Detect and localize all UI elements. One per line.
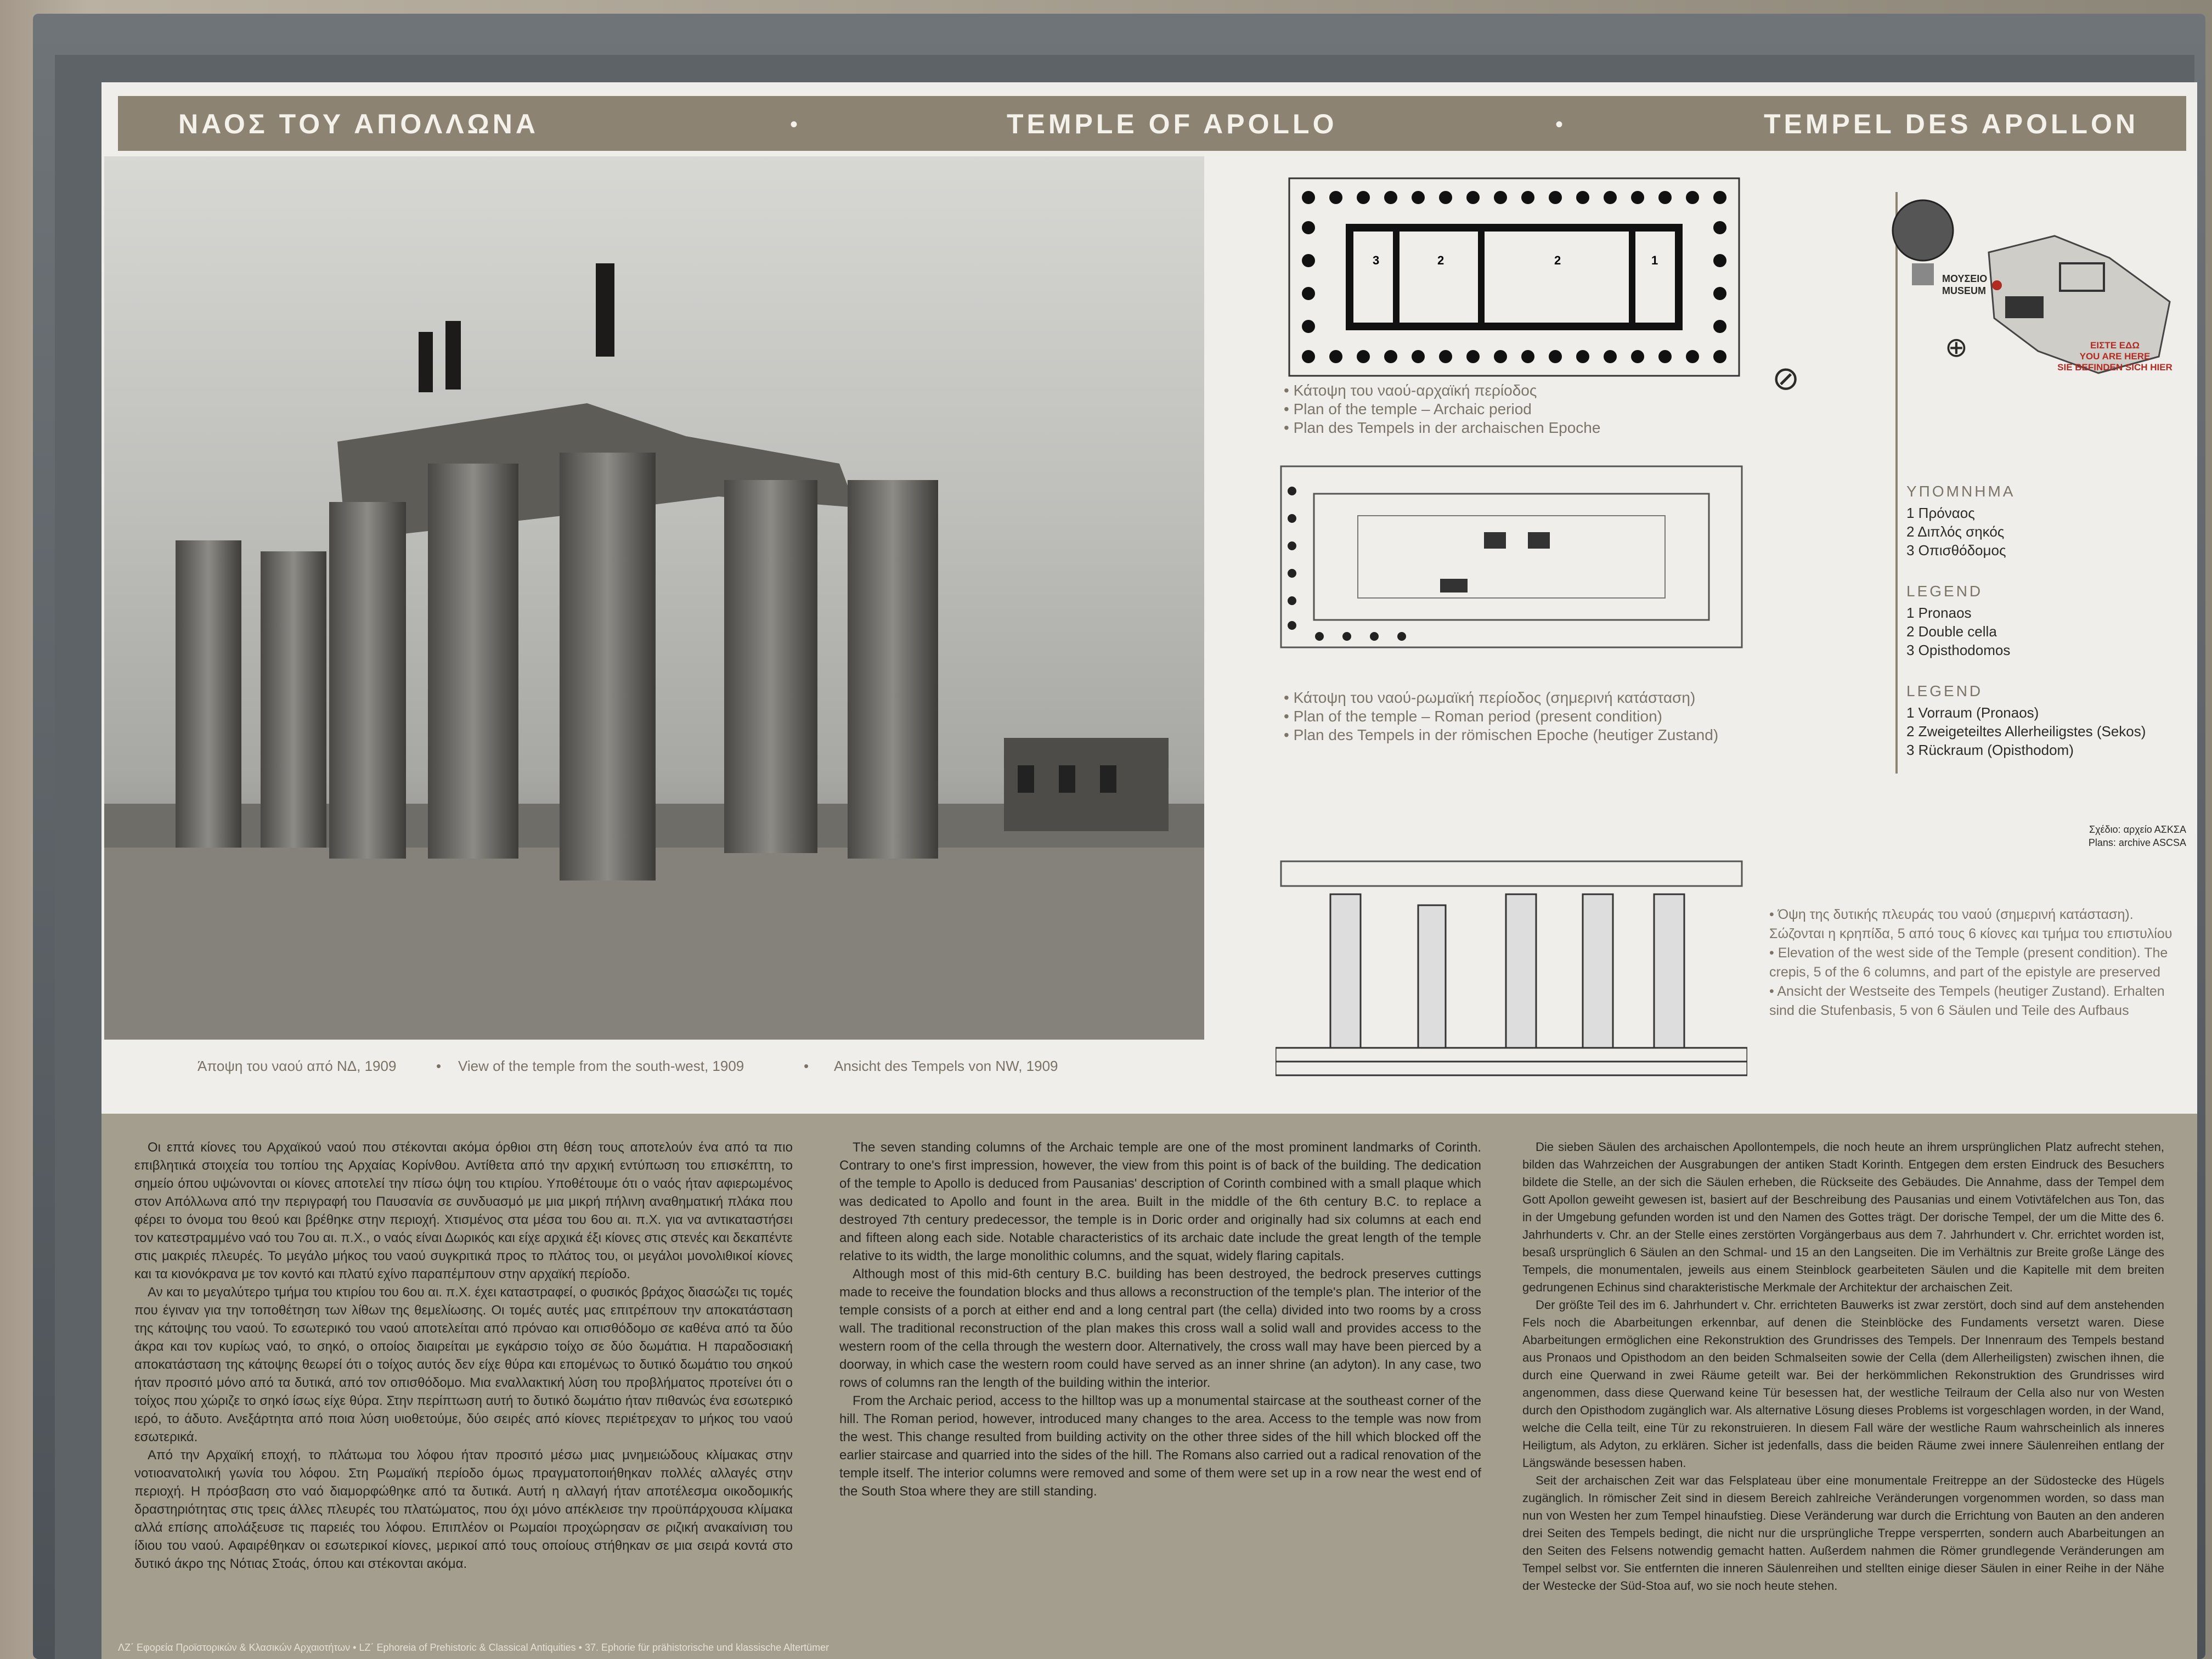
archaic-plan-drawing (1286, 176, 1742, 379)
legend-item: 3 Opisthodomos (1906, 642, 2011, 658)
photo-caption-german: Ansicht des Tempels von NW, 1909 (834, 1058, 1058, 1074)
plan-room-number: 2 (1554, 253, 1561, 267)
legend-item: 2 Zweigeteiltes Allerheiligstes (Sekos) (1906, 723, 2146, 740)
credit-line: Σχέδιο: αρχείο ΑΣΚΣΑ (2089, 824, 2186, 835)
north-arrow-icon: ⊘ (1772, 360, 1800, 397)
caption-line: • Όψη της δυτικής πλευράς του ναού (σημερινή κατάσταση). Σώζονται η κρηπίδα, 5 από τους 6 κίονες και τμήμα του επιστυλίου (1769, 907, 2172, 941)
caption-line: • Plan of the temple – Roman period (present condition) (1284, 708, 1662, 725)
legend-item: 3 Οπισθόδομος (1906, 542, 2006, 558)
legend-item: 1 Vorraum (Pronaos) (1906, 704, 2039, 721)
title-separator: • (1555, 112, 1564, 137)
roman-plan-drawing (1276, 461, 1769, 669)
paragraph: Die sieben Säulen des archaischen Apollontempels, die noch heute an ihrem ursprünglichen Platz aufrecht stehen, bilden das Wahrzeichen der Ausgrabungen der antiken Stadt Korinth. Entgegen dem ersten Eindruck des Besuchers bildete die Stelle, an der sich die Säulen erheben, die Rückseite des Gebäudes. Die Annahme, dass der Tempel dem Gott Apollon geweiht gewesen ist, basiert auf der Beschreibung des Pausanias und einem Votivtäfelchen aus Ton, das in der Umgebung gefunden worden ist und den Namen des Gottes trägt. Der dorische Tempel, der um die Mitte des 6. Jahrhunderts v. Chr. an der Stelle eines zerstörten Vorgängerbaus aus dem 7. Jahrhundert v. Chr. errichtet worden ist, besaß ursprünglich 6 Säulen an den Schmal- und 15 an den Langseiten. Die im Verhältnis zur Breite große Länge des Tempels, die monumentalen, jeweils aus einem Steinblock gearbeiteten Säulen und die Kapitelle mit dem breiten gedrungenen Echinus sind charakteristische Merkmale der Architektur der archaischen Zeit. (1522, 1140, 2164, 1294)
caption-line: • Ansicht der Westseite des Tempels (heutiger Zustand). Erhalten sind die Stufenbasis, 5 von 6 Säulen und Teile des Aufbaus (1769, 984, 2165, 1018)
legend-heading: LEGEND (1906, 682, 1983, 699)
legend-heading: LEGEND (1906, 583, 1983, 600)
photo-caption-sep: • (436, 1058, 442, 1074)
roman-plan-caption (1284, 689, 1718, 744)
museum-label-gr: ΜΟΥΣΕΙΟ (1942, 273, 1988, 284)
paragraph: From the Archaic period, access to the hilltop was up a monumental staircase at the southeast corner of the hill. The Roman period, however, introduced many changes to the area. Access to the temple was now from the west. This change resulted from building activity on the other three sides of the hill which blocked off the earlier staircase and quarried into the sides of the hill. The Romans also carried out a radical renovation of the temple itself. The interior columns were removed and some of them were set up in a row near the west end of the South Stoa where they are still standing. (839, 1393, 1481, 1499)
west-elevation-drawing (1276, 856, 1747, 1097)
you-are-here-label (2055, 340, 2175, 373)
paragraph: The seven standing columns of the Archaic temple are one of the most prominent landmarks of Corinth. Contrary to one's first impression, however, the view from this point is of back of the building. The dedication of the temple to Apollo is deduced from Pausanias' description of Corinth combined with a small plaque which was dedicated to Apollo and fount in the area. Built in the middle of the 6th century B.C. to replace a destroyed 7th century predecessor, the temple is in Doric order and originally had six columns at each end and fifteen along each side. Notable characteristics of its archaic date include the great length of the temple relative to its width, the large monolithic columns, and the squat, widely flaring capitals. (839, 1140, 1481, 1263)
legend-item: 3 Rückraum (Opisthodom) (1906, 742, 2074, 758)
archaic-plan-caption (1284, 381, 1600, 437)
paragraph: Der größte Teil des im 6. Jahrhundert v. Chr. errichteten Bauwerks ist zwar zerstört, doch sind auf dem anstehenden Fels noch die Abarbeitungen erkennbar, auf denen die Steinblöcke des Fundaments versetzt waren. Diese Abarbeitungen ermöglichen eine Rekonstruktion des Grundrisses des Tempels. Der Innenraum des Tempels bestand aus Pronaos und Opisthodom an den beiden Schmalseiten sowie der Cella (dem Allerheiligsten) zwischen ihnen, die durch eine Querwand in zwei Räume geteilt war. Bei der herkömmlichen Rekonstruktion des Grundrisses wird angenommen, dass diese Querwand keine Tür besessen hat, der westliche Teilraum der Cella also nur von Westen durch den Opisthodom zugänglich war. Als alternative Lösung dieses Problems ist vorgeschlagen worden, in der Wand, welche die Cella teilt, eine Tür zu rekonstruieren. In diesem Fall wäre der westliche Raum wahrscheinlich als inneres Heiligtum, als Adyton, zu erklären. Sicher ist jedenfalls, dass die beiden Räume zwei innere Säulenreihen entlang der Längswände besessen haben. (1522, 1298, 2164, 1470)
caption-line: • Κάτοψη του ναού-ρωμαϊκή περίοδος (σημερινή κατάσταση) (1284, 689, 1696, 706)
caption-line: • Plan des Tempels in der römischen Epoche (heutiger Zustand) (1284, 726, 1719, 743)
legend-item: 2 Double cella (1906, 623, 1997, 640)
plans-credit (2033, 823, 2186, 849)
caption-line: • Plan of the temple – Archaic period (1284, 400, 1532, 417)
title-english: TEMPLE OF APOLLO (1007, 109, 1338, 139)
here-en: YOU ARE HERE (2079, 351, 2151, 362)
credit-line: Plans: archive ASCSA (2088, 837, 2186, 848)
paragraph: Οι επτά κίονες του Αρχαϊκού ναού που στέκονται ακόμα όρθιοι στη θέση τους αποτελούν ένα από τα πιο επιβλητικά στοιχεία του τοπίου της Αρχαίας Κορίνθου. Αντίθετα από την αρχική εντύπωση του επισκέπτη, το σημείο όπου υψώνονται οι κίονες αποτελεί την πίσω όψη του κτιρίου. Υποθέτουμε ότι ο ναός ήταν αφιερωμένος στον Απόλλωνα από την περιγραφή του Παυσανία σε συνδυασμό με μια μικρή πήλινη αναθηματική πλάκα που φέρει το όνομα του θεού και βρέθηκε στην περιοχή. Χτισμένος στα μέσα του 6ου αι. π.Χ. για να αντικαταστήσει τον κατεστραμμένο ναό του 7ου αι. π.Χ., ο ναός είναι Δωρικός και είχε αρχικά έξι κίονες στις στενές και δεκαπέντε στις μακριές πλευρές. Το μεγάλο μήκος του ναού συγκριτικά προς το πλάτος του, οι μεγάλοι μονολιθικοί κίονες και τα κιονόκρανα με τον κοντό και πλατύ εχίνο παραπέμπουν στην αρχαϊκή περίοδο. (134, 1140, 793, 1282)
here-gr: ΕΙΣΤΕ ΕΔΩ (2090, 340, 2140, 351)
title-band (118, 96, 2186, 151)
title-german: TEMPEL DES APOLLON (1764, 109, 2139, 139)
text-column-german (1522, 1138, 2164, 1595)
photo-caption-sep: • (804, 1058, 809, 1074)
museum-label-en: MUSEUM (1942, 285, 1986, 296)
legend-heading: ΥΠΟΜΝΗΜΑ (1906, 483, 2016, 500)
footer-ephorate: ΛΖ΄ Εφορεία Προϊστορικών & Κλασικών Αρχαιοτήτων • LZ΄ Ephoreia of Prehistoric & Classical Antiquities • 37. Ephorie für prähistorische und klassische Altertümer (118, 1642, 830, 1653)
site-map (1874, 192, 2181, 499)
legend-english (1906, 583, 2181, 659)
svg-text:⊕: ⊕ (1945, 332, 1968, 363)
paragraph: Seit der archaischen Zeit war das Felsplateau über eine monumentale Freitreppe an der Südostecke des Hügels zugänglich. In römischer Zeit sind in diesem Bereich zahlreiche Veränderungen vorgenommen worden, so dass man nun von Westen her zum Tempel hinaufstieg. Diese Veränderung war durch die Errichtung von Bauten an den anderen drei Seiten des Tempels bedingt, die nicht nur die ursprüngliche Treppe versperrten, sondern auch Abarbeitungen an den Seiten des Felsens notwendig gemacht hatten. Außerdem nahmen die Römer grundlegende Veränderungen am Tempel selbst vor. Sie entfernten die inneren Säulenreihen und stellten einige dieser Säulen in einer Reihe in der Nähe der Westecke der Süd-Stoa auf, wo sie noch heute stehen. (1522, 1474, 2164, 1593)
legend-greek (1906, 483, 2181, 560)
text-panel (101, 1114, 2197, 1659)
plan-room-number: 1 (1651, 253, 1658, 267)
title-greek: ΝΑΟΣ ΤΟΥ ΑΠΟΛΛΩΝΑ (178, 109, 539, 139)
legend-item: 2 Διπλός σηκός (1906, 523, 2005, 540)
paragraph: Αν και το μεγαλύτερο τμήμα του κτιρίου του 6ου αι. π.Χ. έχει καταστραφεί, ο φυσικός βράχος διασώζει τις τομές που έγιναν για την τοποθέτηση των λίθων της θεμελίωσης. Οι τομές αυτές μας επιτρέπουν την αποκατάσταση της κάτοψης του ναού. Το εσωτερικό του ναού αποτελείται από πρόναο και οπισθόδομο σε καθένα από τα δύο άκρα και τον κυρίως ναό, το σηκό, ο οποίος διαιρείται με εγκάρσιο τοίχο σε δύο δωμάτια. Η παραδοσιακή αποκατάσταση της κάτοψης θεωρεί ότι ο τοίχος αυτός δεν είχε θύρα και επομένως το δυτικό δωμάτιο του σηκού ήταν προσιτό μόνο από τα δυτικά, από τον οπισθόδομο. Μια εναλλακτική λύση του προβλήματος προτείνει ότι ο τοίχος που χώριζε το σηκό ίσως είχε θύρα. Στην περίπτωση αυτή το δυτικό δωμάτιο ήταν πιθανώς ένα εσωτερικό ιερό, το άδυτο. Ανεξάρτητα από ποια λύση υιοθετούμε, δύο σειρές από κίονες περιέτρεχαν το μήκος του ναού εσωτερικά. (134, 1285, 793, 1444)
title-separator: • (790, 112, 798, 137)
caption-line: • Elevation of the west side of the Temple (present condition). The crepis, 5 of the 6 columns, and part of the epistyle are preserved (1769, 945, 2168, 980)
here-de: SIE BEFINDEN SICH HIER (2057, 362, 2172, 373)
legend (1906, 483, 2181, 782)
legend-german (1906, 682, 2181, 759)
temple-photo-drawing (104, 156, 1204, 1040)
legend-item: 1 Πρόναος (1906, 505, 1975, 521)
legend-item: 1 Pronaos (1906, 605, 1972, 621)
paragraph: Although most of this mid-6th century B.C. building has been destroyed, the bedrock preserves cuttings made to receive the foundation blocks and thus allows a reconstruction of the temple's plan. The interior of the temple consists of a porch at either end and a long central part (the cella) divided into two rooms by a cross wall. The traditional reconstruction of the plan makes this cross wall a solid wall and provides access to the western room of the cella through the western door. Alternatively, the cross wall may have been pierced by a doorway, in which case the western room could have served as an inner shrine (an adyton). In any case, two rows of columns ran the length of the building within the interior. (839, 1267, 1481, 1390)
photo-caption-english: View of the temple from the south-west, 1909 (458, 1058, 744, 1074)
photo-caption-greek: Άποψη του ναού από ΝΔ, 1909 (198, 1058, 397, 1074)
caption-line: • Κάτοψη του ναού-αρχαϊκή περίοδος (1284, 382, 1537, 399)
paragraph: Από την Αρχαϊκή εποχή, το πλάτωμα του λόφου ήταν προσιτό μέσω μιας μνημειώδους κλίμακας στην νοτιοανατολική γωνία του λόφου. Στη Ρωμαϊκή περίοδο όμως πραγματοποιήθηκαν πολλές αλλαγές στην περιοχή. Η πρόσβαση στο ναό διαμορφώθηκε από τα δυτικά. Αυτή η αλλαγή ήταν αποτέλεσμα οικοδομικής δραστηριότητας στις τρεις άλλες πλευρές του πλατώματος, που όχι μόνο απέκλεισε την προϋπάρχουσα κλίμακα αλλά επίσης απολάξευσε τις παρειές του λόφου. Επιπλέον οι Ρωμαίοι προχώρησαν σε ριζική ανακαίνιση του ίδιου του ναού. Αφαιρέθηκαν οι εσωτερικοί κίονες, μερικοί από τους οποίους στήθηκαν σε μια σειρά κοντά στο δυτικό άκρο της Νότιας Στοάς, όπου και στέκονται ακόμα. (134, 1448, 793, 1571)
info-sign (101, 82, 2197, 1659)
historic-photo (104, 156, 1204, 1040)
text-column-english (839, 1138, 1481, 1500)
elevation-caption (1769, 905, 2192, 1020)
plan-room-number: 2 (1437, 253, 1444, 267)
text-column-greek (134, 1138, 793, 1573)
plan-room-number: 3 (1373, 253, 1380, 267)
caption-line: • Plan des Tempels in der archaischen Epoche (1284, 419, 1601, 436)
